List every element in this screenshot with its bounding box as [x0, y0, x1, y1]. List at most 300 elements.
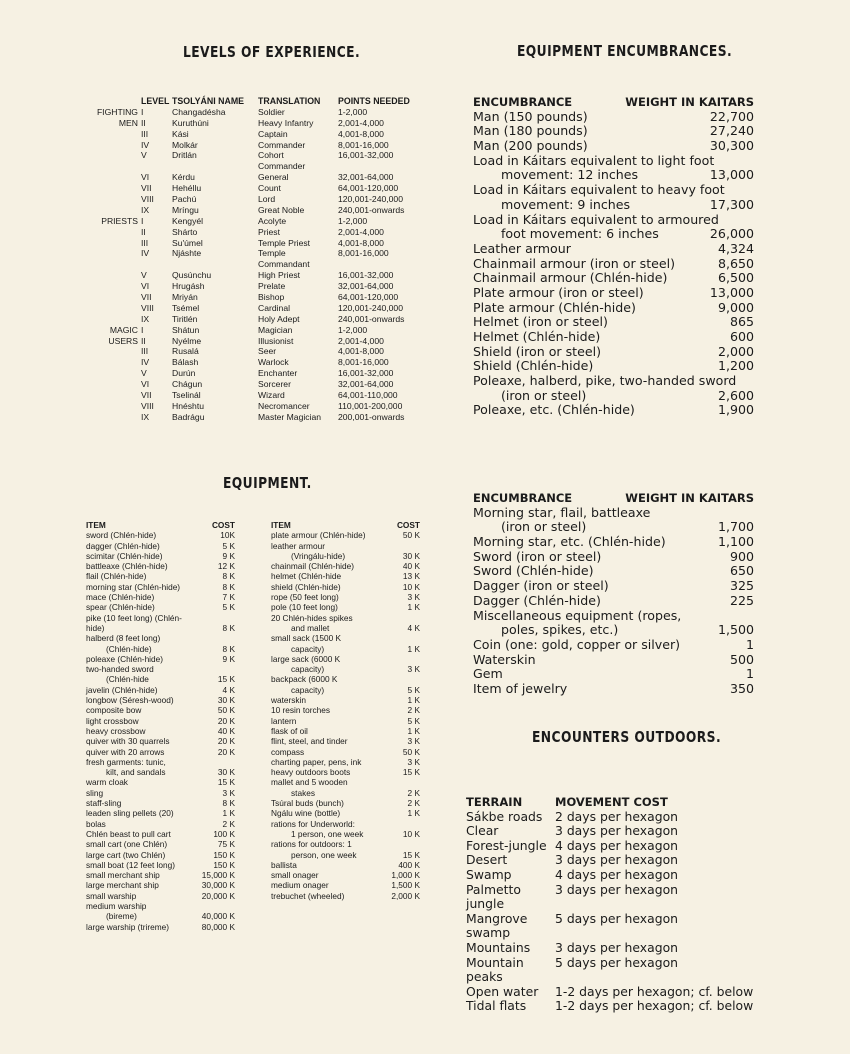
equipment-row: [86, 602, 235, 612]
encumbrance-item: Plate armour (iron or steel): [473, 284, 644, 300]
levels-name: Rusalá: [172, 346, 199, 357]
levels-translation: Holy Adept: [258, 313, 300, 324]
equipment-item: sword (Chlén-hide): [86, 530, 157, 541]
equipment-cost: 50 K: [402, 530, 420, 541]
encumbrance-row: [473, 168, 754, 183]
equipment-row: [271, 705, 420, 715]
equipment-item: ITEM: [86, 520, 106, 530]
equipment-row: [271, 767, 420, 777]
encumbrance-row: [473, 389, 754, 404]
terrain-movement: 5 days per hexagon: [555, 910, 679, 926]
equipment-item: quiver with 30 quarrels: [86, 736, 170, 747]
equipment-row: [271, 880, 420, 890]
equipment-row: [86, 705, 235, 715]
levels-level: II: [141, 117, 146, 128]
encumbrance-item: foot movement: 6 inches: [501, 226, 659, 242]
equipment-row: [86, 582, 235, 592]
equipment-cost: 1 K: [407, 725, 420, 736]
encumbrance-item: movement: 9 inches: [501, 196, 631, 212]
levels-points: 8,001-16,000: [338, 357, 389, 368]
equipment-item: chainmail (Chlén-hide): [271, 561, 355, 572]
equipment-row: [86, 829, 235, 839]
levels-name: Chágun: [172, 379, 203, 390]
levels-name: Pachú: [172, 194, 197, 205]
encumbrance-row: [473, 301, 754, 316]
equipment-item: small onager: [271, 870, 319, 881]
levels-level: V: [141, 150, 147, 161]
terrain-movement: 5 days per hexagon: [555, 954, 679, 970]
levels-translation: Magician: [258, 324, 293, 335]
encumbrance-row: [473, 609, 754, 624]
levels-level: II: [141, 335, 146, 346]
levels-level: VI: [141, 379, 150, 390]
equipment-cost: 2 K: [407, 798, 420, 809]
equipment-item: halberd (8 feet long): [86, 633, 161, 644]
equipment-row: [86, 551, 235, 561]
equipment-cost: 8 K: [222, 571, 235, 582]
equipment-row: [86, 808, 235, 818]
equipment-item: warm cloak: [86, 777, 128, 788]
encumbrance-weight: 600: [729, 329, 754, 344]
encumbrance-item: Coin (one: gold, copper or silver): [473, 636, 681, 652]
equipment-row: [271, 716, 420, 726]
equipment-item: ballista: [271, 859, 297, 870]
encumbrance-row: [473, 330, 754, 345]
equipment-item: leather armour: [271, 540, 325, 551]
levels-translation: Soldier: [258, 106, 285, 117]
terrain-movement: 3 days per hexagon: [555, 823, 679, 839]
levels-level: VIII: [141, 302, 154, 313]
levels-name: Kási: [172, 128, 189, 139]
equipment-cost: 1,000 K: [391, 870, 420, 881]
equipment-row: [271, 736, 420, 746]
encumbrance-weight: 325: [729, 578, 754, 594]
levels-translation: General: [258, 172, 289, 183]
equipment-cost: 7 K: [222, 592, 235, 603]
equipment-cost: 75 K: [217, 839, 235, 850]
equipment-item: pike (10 feet long) (Chlén-: [86, 612, 182, 623]
levels-points: 32,001-64,000: [338, 281, 394, 292]
levels-level: VIII: [141, 400, 154, 411]
equipment-item: morning star (Chlén-hide): [86, 581, 181, 592]
encumbrance-table-2: [473, 491, 754, 697]
encumbrance-item: Morning star, etc. (Chlén-hide): [473, 534, 666, 550]
equipment-cost: 3 K: [407, 664, 420, 675]
encumbrance-item: Dagger (iron or steel): [473, 578, 609, 594]
levels-name: Hehéllu: [172, 183, 202, 194]
encumbrance-item: (iron or steel): [501, 387, 587, 403]
levels-name: Changadésha: [172, 106, 226, 117]
encumbrance-item: Dagger (Chlén-hide): [473, 592, 601, 608]
equipment-row: [86, 623, 235, 633]
equipment-row: [271, 870, 420, 880]
terrain-movement: 1-2 days per hexagon; cf. below: [555, 998, 754, 1014]
levels-name: Mríngu: [172, 204, 199, 215]
terrain-name: peaks: [466, 969, 503, 985]
encumbrance-row: [473, 271, 754, 286]
equipment-cost: 15 K: [217, 674, 235, 685]
equipment-item: large sack (6000 K: [271, 653, 341, 664]
equipment-item: light crossbow: [86, 715, 139, 726]
equipment-cost: 30 K: [217, 695, 235, 706]
levels-translation: Great Noble: [258, 204, 305, 215]
equipment-item: small cart (one Chlén): [86, 839, 168, 850]
equipment-item: large warship (trireme): [86, 921, 169, 932]
equipment-cost: 2,000 K: [391, 890, 420, 901]
levels-translation: Prelate: [258, 281, 286, 292]
equipment-item: hide): [86, 622, 105, 633]
levels-name: Njáshte: [172, 248, 202, 259]
encumbrance-weight: 13,000: [709, 167, 754, 183]
equipment-item: small merchant ship: [86, 870, 160, 881]
equipment-item: Tsúral buds (bunch): [271, 798, 344, 809]
levels-points: 240,001-onwards: [338, 313, 405, 324]
equipment-item: two-handed sword: [86, 664, 154, 675]
encumbrance-row: [473, 579, 754, 594]
equipment-row: [86, 726, 235, 736]
terrain-name: Desert: [466, 852, 508, 868]
equipment-row: [86, 633, 235, 643]
equipment-row: [86, 747, 235, 757]
levels-group: PRIESTS: [101, 215, 138, 226]
encumbrance-weight: 1,900: [717, 402, 754, 418]
equipment-cost: 13 K: [402, 571, 420, 582]
encumbrance-weight: 225: [729, 592, 754, 608]
encumbrance-weight: 26,000: [709, 226, 754, 242]
equipment-cost: 150 K: [213, 859, 235, 870]
equipment-item: waterskin: [271, 695, 307, 706]
levels-translation: Acolyte: [258, 215, 287, 226]
equipment-item: (Chlén-hide): [106, 643, 152, 654]
equipment-row: [271, 613, 420, 623]
levels-level: VII: [141, 292, 152, 303]
levels-level: IX: [141, 313, 150, 324]
encumbrance-row: [473, 638, 754, 653]
terrain-name: Mountain: [466, 954, 524, 970]
levels-points: 4,001-8,000: [338, 237, 384, 248]
levels-name: Shátun: [172, 324, 200, 335]
encumbrance-weight: 2,000: [717, 343, 754, 359]
equipment-item: Ngálu wine (bottle): [271, 808, 341, 819]
equipment-cost: 20 K: [217, 715, 235, 726]
levels-level: III: [141, 237, 149, 248]
encumbrance-weight: 500: [729, 651, 754, 667]
equipment-row: [86, 911, 235, 921]
encumbrance-table-1: [473, 95, 754, 418]
equipment-row: [86, 695, 235, 705]
encounters-heading: ENCOUNTERS OUTDOORS.: [532, 728, 722, 746]
equipment-cost: 30 K: [402, 550, 420, 561]
encumbrance-row: [473, 682, 754, 697]
equipment-item: longbow (Séresh-wood): [86, 695, 174, 706]
levels-translation: Heavy Infantry: [258, 117, 314, 128]
terrain-name: Tidal flats: [466, 998, 527, 1014]
levels-name: Kuruthúni: [172, 117, 209, 128]
encumbrance-row: [473, 374, 754, 389]
terrain-name: Sákbe roads: [466, 808, 543, 824]
levels-points: 240,001-onwards: [338, 204, 405, 215]
levels-points: 8,001-16,000: [338, 139, 389, 150]
levels-points: 8,001-16,000: [338, 248, 389, 259]
equipment-item: flint, steel, and tinder: [271, 736, 348, 747]
equipment-item: ITEM: [271, 520, 291, 530]
encumbrance-weight: 17,300: [709, 196, 754, 212]
encumbrance-item: Shield (Chlén-hide): [473, 358, 594, 374]
equipment-cost: 80,000 K: [201, 921, 235, 932]
equipment-cost: 9 K: [222, 550, 235, 561]
equipment-list-right: [271, 520, 420, 901]
levels-level: II: [141, 226, 146, 237]
equipment-header-row: [86, 520, 235, 530]
equipment-row: [86, 685, 235, 695]
terrain-name: Palmetto: [466, 881, 521, 897]
equipment-row: [86, 613, 235, 623]
levels-group: MAGIC: [109, 324, 138, 335]
encumbrance-item: Man (200 pounds): [473, 138, 588, 154]
equipment-row: [86, 839, 235, 849]
levels-name: Durún: [172, 368, 196, 379]
equipment-item: compass: [271, 746, 305, 757]
encumbrance-row: [473, 564, 754, 579]
terrain-movement: 3 days per hexagon: [555, 881, 679, 897]
levels-points: 1-2,000: [338, 215, 368, 226]
encumbrance-row: [473, 520, 754, 535]
levels-header-cell: POINTS NEEDED: [338, 96, 410, 106]
levels-translation: High Priest: [258, 270, 301, 281]
equipment-row: [271, 644, 420, 654]
equipment-row: [271, 541, 420, 551]
equipment-cost: 2 K: [407, 787, 420, 798]
terrain-name: Mountains: [466, 939, 531, 955]
levels-points: 16,001-32,000: [338, 150, 394, 161]
encumbrance-row: [473, 653, 754, 668]
equipment-row: [86, 571, 235, 581]
equipment-item: capacity): [291, 643, 325, 654]
equipment-row: [271, 685, 420, 695]
encumbrance-row: [473, 667, 754, 682]
equipment-cost: 1 K: [407, 808, 420, 819]
equipment-item: capacity): [291, 664, 325, 675]
equipment-cost: 50 K: [217, 705, 235, 716]
equipment-item: Chlén beast to pull cart: [86, 828, 171, 839]
equipment-row: [271, 674, 420, 684]
equipment-cost: 1 K: [407, 602, 420, 613]
encumbrance-weight: 22,700: [709, 108, 754, 124]
equipment-item: trebuchet (wheeled): [271, 890, 345, 901]
equipment-row: [271, 757, 420, 767]
equipment-cost: 15 K: [402, 849, 420, 860]
equipment-item: stakes: [291, 787, 315, 798]
equipment-row: [86, 788, 235, 798]
equipment-item: person, one week: [291, 849, 357, 860]
encumbrance-row: [473, 315, 754, 330]
levels-group: USERS: [108, 335, 138, 346]
movement-cost-header: MOVEMENT COST: [555, 795, 668, 809]
encumbrance-item: Helmet (iron or steel): [473, 314, 608, 330]
encumbrance-item: Helmet (Chlén-hide): [473, 329, 601, 344]
levels-translation: Temple: [258, 248, 286, 259]
levels-level: VIII: [141, 194, 154, 205]
encumbrance-item: Load in Káitars equivalent to light foot: [473, 152, 715, 168]
equipment-cost: 3 K: [407, 736, 420, 747]
equipment-item: javelin (Chlén-hide): [86, 684, 158, 695]
levels-name: Shárto: [172, 226, 198, 237]
equipment-item: bolas: [86, 818, 106, 829]
encumbrance-weight: 1,500: [717, 622, 754, 638]
equipment-row: [271, 582, 420, 592]
encumbrance-weight: 1: [745, 636, 754, 652]
equipment-cost: 5 K: [222, 540, 235, 551]
terrain-movement: 3 days per hexagon: [555, 852, 679, 868]
levels-header-cell: TRANSLATION: [258, 96, 321, 106]
equipment-item: backpack (6000 K: [271, 674, 338, 685]
levels-translation: Commandant: [258, 259, 310, 270]
equipment-row: [86, 541, 235, 551]
equipment-item: flask of oil: [271, 725, 308, 736]
levels-level: I: [141, 106, 144, 117]
equipment-item: capacity): [291, 684, 325, 695]
levels-translation: Commander: [258, 161, 306, 172]
encumbrance-item: Load in Káitars equivalent to heavy foot: [473, 182, 725, 198]
encumbrance-item: Poleaxe, etc. (Chlén-hide): [473, 402, 635, 418]
equipment-cost: COST: [211, 520, 235, 530]
equipment-cost: 150 K: [213, 849, 235, 860]
encumbrances-heading: EQUIPMENT ENCUMBRANCES.: [517, 42, 733, 60]
equipment-cost: 400 K: [398, 859, 420, 870]
equipment-cost: 100 K: [213, 828, 235, 839]
levels-translation: Wizard: [258, 390, 285, 401]
equipment-cost: 50 K: [402, 746, 420, 757]
terrain-name: Swamp: [466, 866, 512, 882]
levels-group: FIGHTING: [96, 106, 138, 117]
levels-level: V: [141, 368, 147, 379]
equipment-row: [86, 922, 235, 932]
encumbrance-header-item: ENCUMBRANCE: [473, 491, 573, 505]
equipment-row: [271, 819, 420, 829]
encumbrance-weight: 6,500: [717, 270, 754, 286]
equipment-row: [271, 829, 420, 839]
equipment-row: [271, 592, 420, 602]
equipment-cost: 20 K: [217, 736, 235, 747]
equipment-row: [86, 736, 235, 746]
equipment-item: kilt, and sandals: [106, 767, 166, 778]
levels-translation: Cohort: [258, 150, 284, 161]
equipment-list-left: [86, 520, 235, 932]
levels-name: Hrugásh: [172, 281, 205, 292]
equipment-heading: EQUIPMENT.: [223, 474, 312, 492]
levels-points: 2,001-4,000: [338, 335, 384, 346]
equipment-item: helmet (Chlén-hide: [271, 571, 342, 582]
levels-points: 64,001-110,000: [338, 390, 398, 401]
equipment-item: poleaxe (Chlén-hide): [86, 653, 164, 664]
levels-points: 64,001-120,000: [338, 183, 399, 194]
terrain-movement: 3 days per hexagon: [555, 939, 679, 955]
equipment-cost: 2 K: [407, 705, 420, 716]
terrain-name: Clear: [466, 823, 499, 839]
levels-points: 16,001-32,000: [338, 368, 394, 379]
equipment-row: [271, 530, 420, 540]
equipment-row: [271, 551, 420, 561]
equipment-row: [86, 891, 235, 901]
equipment-cost: 8 K: [222, 622, 235, 633]
levels-name: Su'úmel: [172, 237, 203, 248]
encumbrance-row: [473, 535, 754, 550]
encumbrance-weight: 650: [729, 563, 754, 579]
encumbrance-item: Gem: [473, 666, 503, 682]
equipment-cost: COST: [396, 520, 420, 530]
levels-name: Tselinál: [172, 390, 201, 401]
equipment-row: [86, 767, 235, 777]
encumbrance-row: [473, 124, 754, 139]
levels-translation: Sorcerer: [258, 379, 291, 390]
equipment-cost: 3 K: [407, 592, 420, 603]
levels-translation: Priest: [258, 226, 280, 237]
levels-level: VI: [141, 281, 150, 292]
levels-points: 110,001-200,000: [338, 400, 403, 411]
equipment-cost: 5 K: [222, 602, 235, 613]
levels-level: IX: [141, 411, 150, 422]
equipment-item: 1 person, one week: [291, 828, 364, 839]
encumbrance-header-row: [473, 491, 754, 506]
encumbrance-header-weight: WEIGHT IN KAITARS: [625, 491, 754, 505]
levels-level: IV: [141, 248, 150, 259]
equipment-item: large merchant ship: [86, 880, 159, 891]
equipment-item: small boat (12 feet long): [86, 859, 176, 870]
levels-name: Kengyél: [172, 215, 204, 226]
equipment-cost: 10 K: [402, 828, 420, 839]
levels-translation: Illusionist: [258, 335, 294, 346]
equipment-cost: 1 K: [407, 643, 420, 654]
equipment-item: medium warship: [86, 900, 147, 911]
equipment-cost: 1,500 K: [391, 880, 420, 891]
equipment-row: [86, 530, 235, 540]
equipment-item: (Chlén-hide: [106, 674, 149, 685]
equipment-row: [86, 664, 235, 674]
levels-translation: Necromancer: [258, 400, 310, 411]
encumbrance-row: [473, 183, 754, 198]
encumbrance-row: [473, 359, 754, 374]
equipment-cost: 5 K: [407, 715, 420, 726]
levels-translation: Temple Priest: [258, 237, 311, 248]
equipment-item: spear (Chlén-hide): [86, 602, 155, 613]
equipment-row: [86, 654, 235, 664]
encumbrance-row: [473, 110, 754, 125]
equipment-item: 20 Chlén-hides spikes: [271, 612, 353, 623]
equipment-cost: 30,000 K: [201, 880, 235, 891]
equipment-item: shield (Chlén-hide): [271, 581, 341, 592]
levels-header-cell: LEVEL: [141, 96, 170, 106]
levels-points: 2,001-4,000: [338, 117, 384, 128]
equipment-row: [271, 891, 420, 901]
equipment-cost: 9 K: [222, 653, 235, 664]
encumbrance-item: Waterskin: [473, 651, 536, 667]
levels-heading: LEVELS OF EXPERIENCE.: [183, 43, 361, 61]
terrain-name: Forest-jungle: [466, 837, 547, 853]
levels-translation: Warlock: [258, 357, 289, 368]
levels-level: VII: [141, 183, 152, 194]
equipment-cost: 40 K: [217, 725, 235, 736]
levels-name: Kérdu: [172, 172, 195, 183]
encumbrance-item: Item of jewelry: [473, 680, 568, 696]
equipment-cost: 1 K: [407, 695, 420, 706]
encumbrance-item: movement: 12 inches: [501, 167, 639, 183]
encumbrance-row: [473, 257, 754, 272]
levels-translation: Cardinal: [258, 302, 291, 313]
levels-name: Nyélme: [172, 335, 202, 346]
levels-name: Tsémel: [172, 302, 200, 313]
levels-translation: Seer: [258, 346, 277, 357]
equipment-item: lantern: [271, 715, 297, 726]
